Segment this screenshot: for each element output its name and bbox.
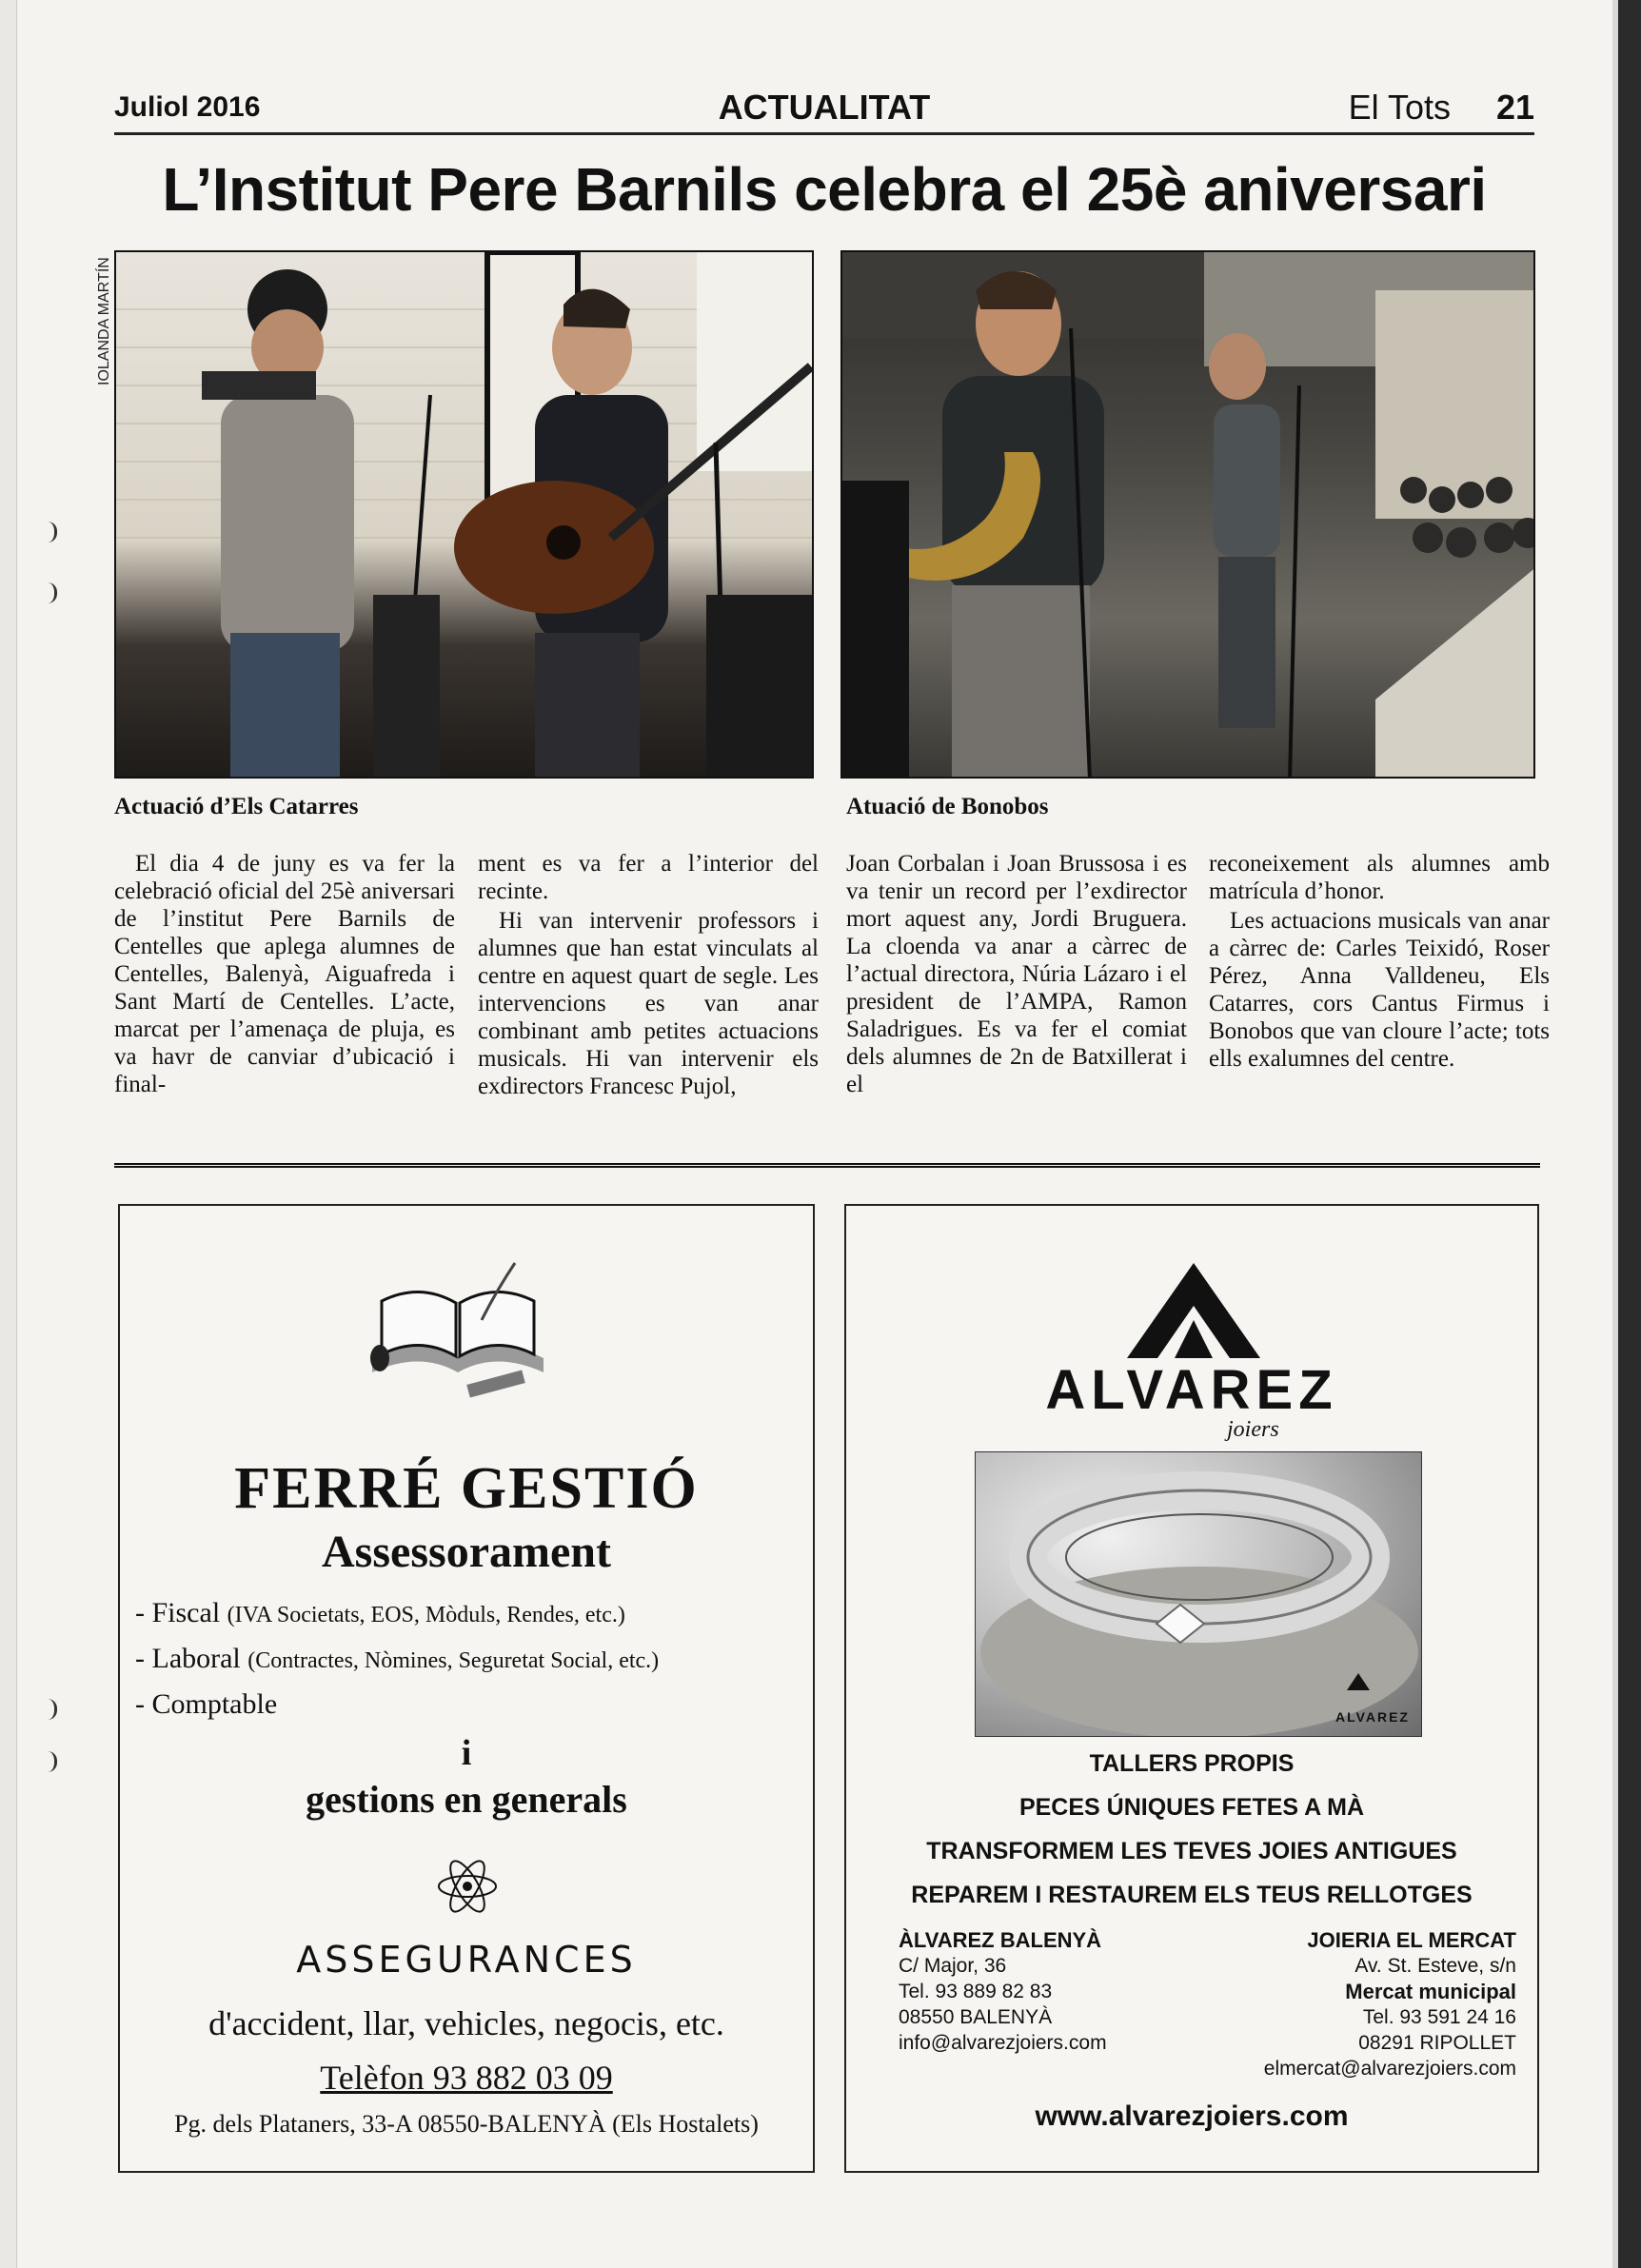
publication-name: El Tots xyxy=(1348,88,1451,127)
page-number: 21 xyxy=(1495,88,1534,127)
binder-hole-mark xyxy=(48,1751,57,1772)
page-header xyxy=(114,88,1534,135)
ad-company-name: FERRÉ GESTIÓ xyxy=(234,1456,699,1521)
shop-balenya: ÀLVAREZ BALENYÀ C/ Major, 36 Tel. 93 889 82 83 08550 BALENYÀ info@alvarezjoiers.com xyxy=(899,1928,1107,2054)
ad-conjunction: i xyxy=(461,1733,472,1773)
binder-hole-mark xyxy=(48,522,57,542)
insurance-heading: ASSEGURANCES xyxy=(296,1939,637,1981)
ad-subtitle: Assessorament xyxy=(322,1527,611,1577)
concert-photo-catarres xyxy=(114,250,814,779)
brand-name: ALVAREZ xyxy=(1045,1359,1338,1421)
binder-hole-mark xyxy=(48,1699,57,1720)
article-paragraph: reconeixement als alumnes amb matrícula d’honor. xyxy=(1209,851,1550,904)
issue-date: Juliol 2016 xyxy=(114,91,261,123)
service-item: - Laboral (Contractes, Nòmines, Seguretat Social, etc.) xyxy=(135,1643,660,1674)
ad-tagline: PECES ÚNIQUES FETES A MÀ xyxy=(1018,1794,1365,1821)
ad-ferre-gestio xyxy=(118,1204,815,2173)
alvarez-logo-icon xyxy=(1127,1263,1260,1358)
ad-tagline: TRANSFORMEM LES TEVES JOIES ANTIGUES xyxy=(926,1838,1457,1864)
section-divider xyxy=(114,1163,1540,1168)
article-paragraph: Hi van intervenir professors i alumnes que han estat vinculats al centre en aquest quart de segle. Les intervencions es van anar combinant amb petites actuacions musicals. Hi van intervenir els exdirectors Francesc Pujol, xyxy=(478,908,819,1099)
services-list xyxy=(135,1591,659,1726)
ring-photo xyxy=(975,1451,1422,1737)
article-column-3 xyxy=(846,850,1187,1098)
article-column-1 xyxy=(114,850,455,1098)
article-headline: L’Institut Pere Barnils celebra el 25è aniversari xyxy=(162,155,1487,224)
article-column-4 xyxy=(1209,850,1550,1073)
ad-tagline: TALLERS PROPIS xyxy=(1089,1750,1295,1777)
phone-number: Telèfon 93 882 03 09 xyxy=(320,2059,613,2097)
article-paragraph: Les actuacions musicals van anar a càrrec de: Carles Teixidó, Roser Pérez, Anna Valldeneu, Els Catarres, cors Cantus Firmus i Bonobos que van cloure l’acte; tots ells exalumnes del centre. xyxy=(1209,908,1550,1072)
article-column-2 xyxy=(478,850,819,1100)
binder-hole-mark xyxy=(48,582,57,603)
service-item: - Fiscal (IVA Societats, EOS, Mòduls, Rendes, etc.) xyxy=(135,1597,625,1628)
photo-caption-right: Atuació de Bonobos xyxy=(846,794,1049,819)
article-paragraph: ment es va fer a l’interior del recinte. xyxy=(478,851,819,904)
photo-caption-left: Actuació d’Els Catarres xyxy=(114,794,359,819)
photo-credit: IOLANDA MARTÍN xyxy=(96,257,112,385)
atom-icon xyxy=(434,1853,501,1920)
concert-photo-bonobos xyxy=(840,250,1535,779)
website-url: www.alvarezjoiers.com xyxy=(1035,2100,1349,2132)
section-title: ACTUALITAT xyxy=(718,88,931,127)
article-paragraph: El dia 4 de juny es va fer la celebració oficial del 25è aniversari de l’institut Pere Barnils de Centelles que aplega alumnes de Centelles, Balenyà, Aiguafreda i Sant Martí de Centelles. L’acte, marcat per l’amenaça de pluja, es va havr de canviar d’ubicació i final- xyxy=(114,851,455,1097)
book-quill-icon xyxy=(353,1244,563,1406)
ring-photo-mark: ALVAREZ xyxy=(1335,1709,1410,1725)
insurance-types: d'accident, llar, vehicles, negocis, etc. xyxy=(208,2004,724,2042)
ad-general-services: gestions en generals xyxy=(306,1778,627,1821)
page-gutter xyxy=(0,0,17,2268)
ad-tagline: REPAREM I RESTAUREM ELS TEUS RELLOTGES xyxy=(911,1882,1473,1908)
service-item: - Comptable xyxy=(135,1688,278,1720)
address: Pg. dels Plataners, 33-A 08550-BALENYÀ (Els Hostalets) xyxy=(174,2110,759,2138)
shop-ripollet: JOIERIA EL MERCAT Av. St. Esteve, s/n Mercat municipal Tel. 93 591 24 16 08291 RIPOLLET elmercat@alvarezjoiers.com xyxy=(1263,1928,1516,2080)
ad-alvarez-joiers xyxy=(844,1204,1539,2173)
brand-subtitle: joiers xyxy=(1227,1417,1279,1442)
article-paragraph: Joan Corbalan i Joan Brussosa i es va tenir un record per l’exdirector mort aquest any, Jordi Bruguera. La cloenda va anar a càrrec de l’actual directora, Núria Lázaro i el president de l’AMPA, Ramon Saladrigues. Es va fer el comiat dels alumnes de 2n de Batxillerat i el xyxy=(846,851,1187,1097)
